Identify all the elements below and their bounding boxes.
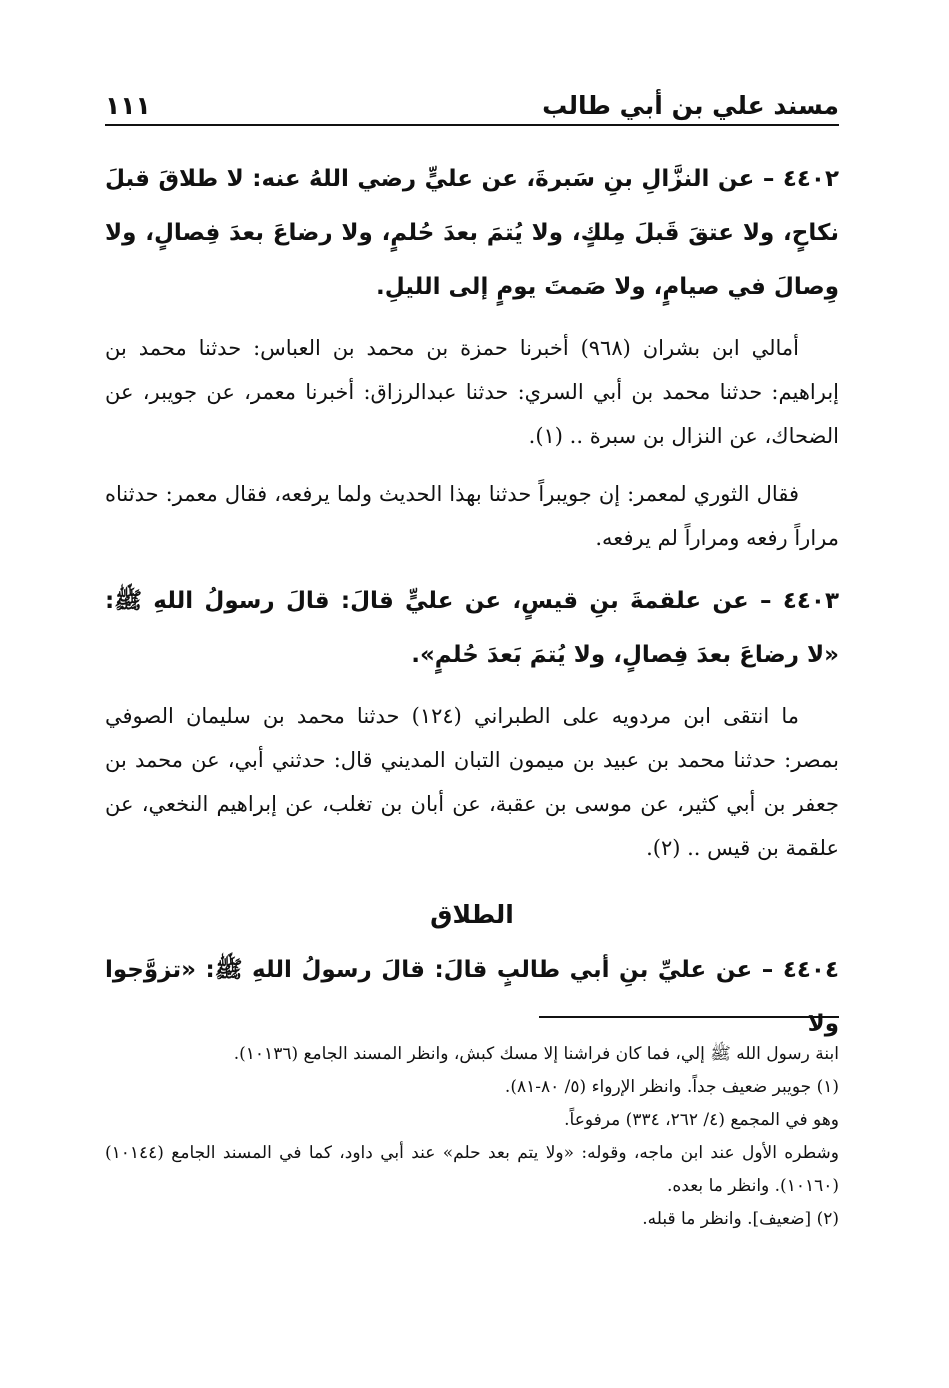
source-paragraph: أمالي ابن بشران (٩٦٨) أخبرنا حمزة بن محمد بن العباس: حدثنا محمد بن إبراهيم: حدثنا محمد بن أبي السري: حدثنا عبدالرزاق: أخبرنا معمر، عن جويبر، عن الضحاك، عن النزال بن سبرة .. (١). — [105, 336, 839, 448]
footnote-line: وهو في المجمع (٤/ ٢٦٢، ٣٣٤) مرفوعاً. — [564, 1110, 839, 1130]
footnote-line: (٢) [ضعيف]. وانظر ما قبله. — [642, 1209, 839, 1229]
footnote-line: ابنة رسول الله ﷺ إلي، فما كان فراشنا إلا مسك كبش، وانظر المسند الجامع (١٠١٣٦). — [233, 1044, 839, 1064]
hadith-4403: ٤٤٠٣ – عن علقمةَ بنِ قيسٍ، عن عليٍّ قالَ: قالَ رسولُ اللهِ ﷺ: «لا رضاعَ بعدَ فِصالٍ، ولا يُتمَ بَعدَ حُلمٍ». — [105, 588, 839, 668]
footnote-line: (١) جويبر ضعيف جداً. وانظر الإرواء (٥/ ٨٠-٨١). — [504, 1077, 839, 1097]
source-paragraph: ما انتقى ابن مردويه على الطبراني (١٢٤) حدثنا محمد بن سليمان الصوفي بمصر: حدثنا محمد بن عبيد بن ميمون التبان المديني قال: حدثني أبي، عن محمد بن جعفر بن أبي كثير، عن موسى بن عقبة، عن أبان بن تغلب، عن إبراهيم النخعي، عن علقمة بن قيس .. (٢). — [105, 704, 839, 860]
running-header — [105, 78, 839, 126]
hadith-4402: ٤٤٠٢ – عن النزَّالِ بنِ سَبرةَ، عن عليٍّ رضي اللهُ عنه: لا طلاقَ قبلَ نكاحٍ، ولا عتقَ قَبلَ مِلكٍ، ولا يُتمَ بعدَ حُلمٍ، ولا رضاعَ بعدَ فِصالٍ، ولا وِصالَ في صيامٍ، ولا صَمتَ يومٍ إلى الليلِ. — [105, 166, 839, 300]
footnotes — [105, 1038, 839, 1236]
source-paragraph: فقال الثوري لمعمر: إن جويبراً حدثنا بهذا الحديث ولما يرفعه، فقال معمر: حدثناه مراراً رفعه ومراراً لم يرفعه. — [105, 482, 839, 550]
hadith-4404: ٤٤٠٤ – عن عليِّ بنِ أبي طالبٍ قالَ: قالَ رسولُ اللهِ ﷺ: «تزوَّجوا ولا — [105, 957, 839, 1037]
page-number: ١١١ — [105, 91, 151, 120]
footnote-line: وشطره الأول عند ابن ماجه، وقوله: «ولا يتم بعد حلم» عند أبي داود، كما في المسند الجامع (١٠١٤٤) (١٠١٦٠). وانظر ما بعده. — [105, 1143, 839, 1196]
running-title: مسند علي بن أبي طالب — [542, 91, 839, 120]
footnote-divider — [539, 1016, 839, 1018]
section-heading: الطلاق — [430, 900, 514, 929]
main-text — [105, 152, 839, 1063]
